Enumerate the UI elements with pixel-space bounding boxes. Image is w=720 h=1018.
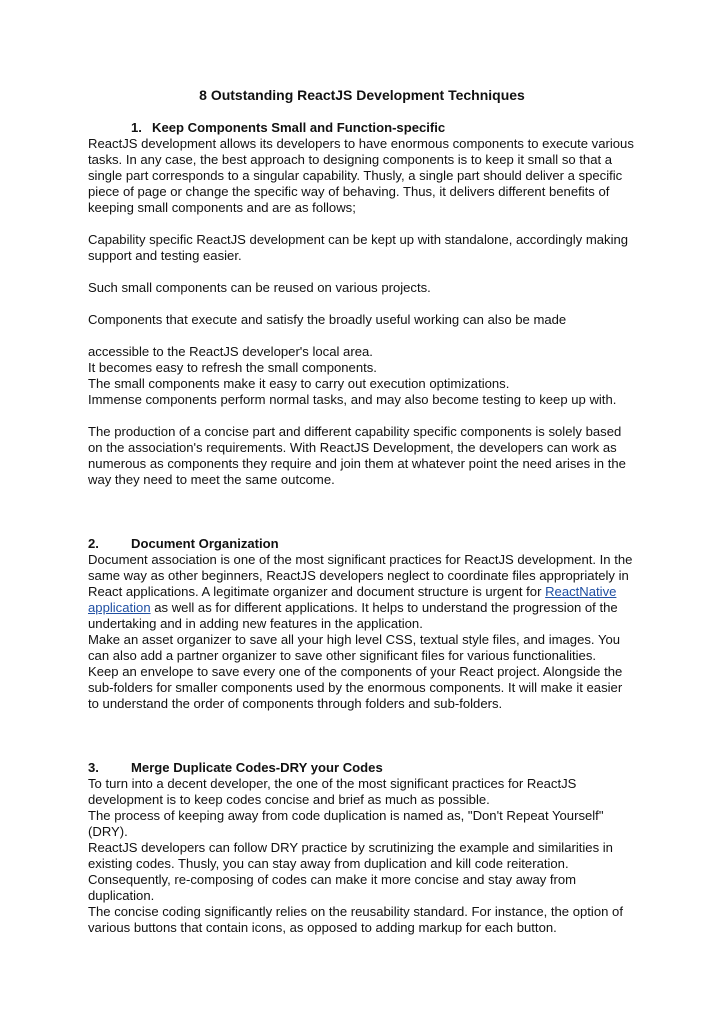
- section-2-text: for: [526, 584, 546, 599]
- section-1-paragraph: Immense components perform normal tasks, and may also become testing to keep up with.: [88, 392, 617, 407]
- document-title: 8 Outstanding ReactJS Development Techniques: [199, 87, 525, 103]
- section-3-paragraph: The process of keeping away from code duplication is named as, "Don't Repeat Yourself" (DRY).: [88, 808, 604, 839]
- reactnative-application-link[interactable]: ReactNative application: [88, 584, 617, 615]
- section-3-paragraph: Consequently, re-composing of codes can make it more concise and stay away from duplication.: [88, 872, 577, 903]
- section-2-text: as well as for different applications. It helps to understand the progression of the undertaking and in adding new features in the application.: [88, 600, 618, 631]
- section-2-paragraph: Keep an envelope to save every one of the components of your React project. Alongside the sub-folders for smaller components used by the enormous components. It will make it easier to understand the order of components through folders and sub-folders.: [88, 664, 623, 711]
- section-2-number: 2.: [88, 536, 99, 551]
- section-1-paragraph: accessible to the ReactJS developer's local area.: [88, 344, 373, 359]
- section-1-paragraph: Capability specific ReactJS development can be kept up with standalone, accordingly making support and testing easier.: [88, 232, 629, 263]
- section-3-paragraph: To turn into a decent developer, the one of the most significant practices for ReactJS development is to keep codes concise and brief as much as possible.: [88, 776, 577, 807]
- section-3-title: Merge Duplicate Codes-DRY your Codes: [131, 760, 383, 775]
- section-1-paragraph: The production of a concise part and different capability specific components is solely based on the association's requirements. With ReactJS Development, the developers can work as numerous as components they require and join them at whatever point the need arises in the way they need to meet the same outcome.: [88, 424, 626, 487]
- section-1-paragraph: It becomes easy to refresh the small components.: [88, 360, 377, 375]
- section-1-paragraph: Such small components can be reused on various projects.: [88, 280, 431, 295]
- document-page: [88, 86, 636, 936]
- section-1-heading: [88, 120, 636, 136]
- section-1-title: Keep Components Small and Function-specific: [152, 120, 446, 135]
- section-2-paragraph: [88, 552, 636, 632]
- section-2-text: Document association is one of the most significant practices for ReactJS development. In the same way as other beginners, ReactJS developers neglect to coordinate files appropriately in React applications. A legitimate organizer and document structure is urgent: [88, 552, 633, 599]
- section-2-paragraph: Make an asset organizer to save all your high level CSS, textual style files, and images. You can also add a partner organizer to save other significant files for various functionalities.: [88, 632, 621, 663]
- section-2-heading: [88, 536, 636, 552]
- section-3-heading: [88, 760, 636, 776]
- section-2-title: Document Organization: [131, 536, 279, 551]
- section-3-paragraph: The concise coding significantly relies on the reusability standard. For instance, the option of various buttons that contain icons, as opposed to adding markup for each button.: [88, 904, 623, 935]
- section-3-paragraph: ReactJS developers can follow DRY practice by scrutinizing the example and similarities in existing codes. Thusly, you can stay away from duplication and kill code reiteration.: [88, 840, 613, 871]
- section-1-intro: ReactJS development allows its developers to have enormous components to execute various tasks. In any case, the best approach to designing components is to keep it small so that a single part corresponds to a singular capability. Thusly, a single part should deliver a specific piece of page or change the specific way of behaving. Thus, it delivers different benefits of keeping small components and are as follows;: [88, 136, 634, 215]
- section-1-number: 1.: [131, 120, 142, 135]
- section-3-number: 3.: [88, 760, 99, 775]
- section-1-paragraph: The small components make it easy to carry out execution optimizations.: [88, 376, 510, 391]
- section-1-paragraph: Components that execute and satisfy the broadly useful working can also be made: [88, 312, 567, 327]
